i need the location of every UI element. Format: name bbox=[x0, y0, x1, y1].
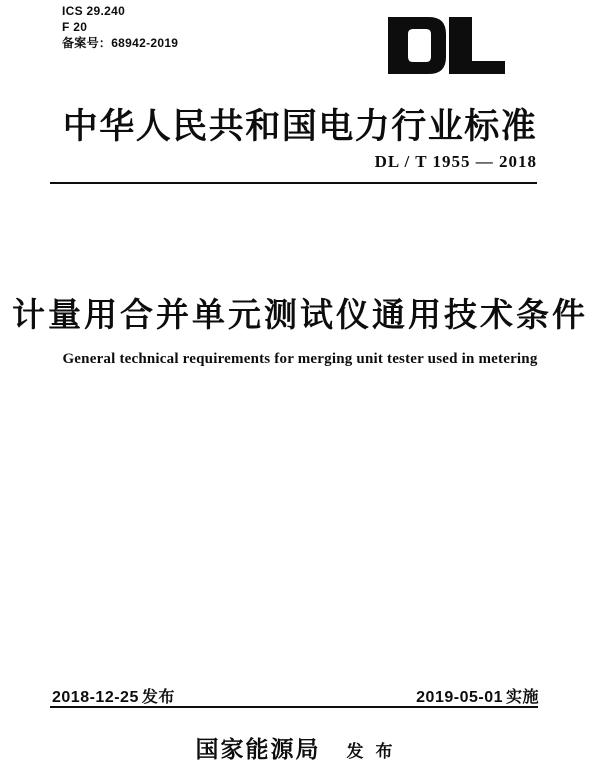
footer-divider-rule bbox=[50, 706, 538, 708]
release-date-group bbox=[52, 684, 175, 707]
record-number: 备案号：68942-2019 bbox=[62, 36, 179, 50]
release-label: 发布 bbox=[141, 689, 175, 706]
issuing-body: 国家能源局 bbox=[195, 737, 321, 762]
release-date: 2018-12-25 bbox=[52, 689, 139, 706]
implementation-label: 实施 bbox=[505, 689, 539, 706]
document-title-english: General technical requirements for merging unit tester used in metering bbox=[62, 351, 538, 367]
standard-number: DL / T 1955 — 2018 bbox=[374, 152, 537, 171]
dl-logo-icon bbox=[388, 17, 506, 74]
ics-code: ICS 29.240 bbox=[62, 4, 126, 18]
standard-category-title: 中华人民共和国电力行业标准 bbox=[62, 107, 538, 146]
classification-code: F 20 bbox=[62, 20, 88, 34]
publisher-row bbox=[0, 731, 600, 764]
document-title-chinese: 计量用合并单元测试仪通用技术条件 bbox=[12, 296, 588, 333]
ics-block bbox=[62, 3, 178, 51]
issue-action-label: 发布 bbox=[346, 742, 405, 761]
dates-row bbox=[52, 684, 539, 707]
implementation-date-group bbox=[416, 684, 539, 707]
implementation-date: 2019-05-01 bbox=[416, 689, 503, 706]
header-divider-rule bbox=[50, 182, 537, 184]
